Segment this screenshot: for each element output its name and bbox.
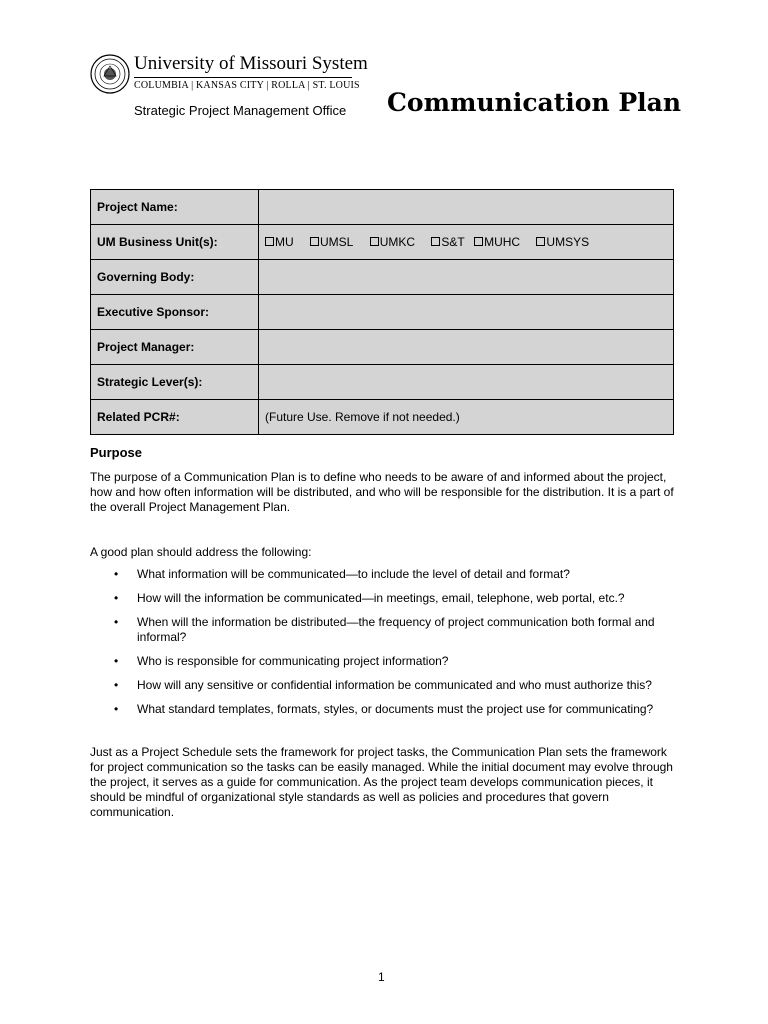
- bullet-icon: •: [114, 591, 119, 605]
- row-label: Project Name:: [91, 190, 259, 225]
- purpose-heading: Purpose: [90, 445, 143, 460]
- university-logo: [90, 52, 368, 122]
- bullet-icon: •: [114, 702, 119, 716]
- project-name-value[interactable]: [259, 190, 674, 225]
- intro-paragraph: A good plan should address the following:: [90, 545, 312, 559]
- unit-checkbox-umsl[interactable]: UMSL: [310, 235, 353, 249]
- closing-paragraph: Just as a Project Schedule sets the framework for project tasks, the Communication Plan sets the framework for project communication so the tasks can be easily managed. While the initial document may evolve through the project, it serves as a guide for communication. As the project team develops communication pieces, it should be mindful of organizational style standards as well as policies and procedures that govern communication.: [90, 745, 673, 819]
- list-item: • How will the information be communicated—in meetings, email, telephone, web portal, etc.?: [114, 591, 625, 605]
- table-row: [91, 225, 674, 260]
- executive-sponsor-value[interactable]: [259, 295, 674, 330]
- row-label: Related PCR#:: [91, 400, 259, 435]
- checkbox-icon: [536, 237, 545, 246]
- unit-checkbox-st[interactable]: S&T: [431, 235, 464, 249]
- unit-checkbox-umsys[interactable]: UMSYS: [536, 235, 589, 249]
- list-item: • What information will be communicated—to include the level of detail and format?: [114, 567, 570, 581]
- list-item: • How will any sensitive or confidential information be communicated and who must authorize this?: [114, 678, 652, 692]
- table-row: [91, 260, 674, 295]
- related-pcr-value[interactable]: (Future Use. Remove if not needed.): [259, 400, 674, 435]
- business-units-cell: [259, 225, 674, 260]
- governing-body-value[interactable]: [259, 260, 674, 295]
- unit-checkbox-umkc[interactable]: UMKC: [370, 235, 415, 249]
- document-title: Communication Plan: [387, 88, 682, 117]
- table-row: [91, 330, 674, 365]
- row-label: Governing Body:: [91, 260, 259, 295]
- campuses: COLUMBIA | KANSAS CITY | ROLLA | ST. LOUIS: [134, 80, 360, 91]
- university-seal-icon: [90, 54, 130, 94]
- checkbox-icon: [265, 237, 274, 246]
- list-item: • When will the information be distributed—the frequency of project communication both formal and informal?: [114, 615, 655, 644]
- checkbox-icon: [310, 237, 319, 246]
- office-name: Strategic Project Management Office: [134, 103, 347, 118]
- row-label: UM Business Unit(s):: [91, 225, 259, 260]
- table-row: [91, 190, 674, 225]
- row-label: Project Manager:: [91, 330, 259, 365]
- table-row: [91, 295, 674, 330]
- bullet-icon: •: [114, 654, 119, 668]
- checkbox-icon: [370, 237, 379, 246]
- strategic-levers-value[interactable]: [259, 365, 674, 400]
- unit-checkbox-muhc[interactable]: MUHC: [474, 235, 520, 249]
- logo-divider: [134, 77, 352, 78]
- purpose-paragraph: The purpose of a Communication Plan is to define who needs to be aware of and informed about the project, how and how often information will be distributed, and who will be responsible for the distribution. It is a part of the overall Project Management Plan.: [90, 470, 674, 514]
- list-item: • Who is responsible for communicating project information?: [114, 654, 449, 668]
- bullet-icon: •: [114, 678, 119, 692]
- questions-list: [90, 567, 690, 717]
- table-row: [91, 365, 674, 400]
- project-info-table: [90, 189, 674, 435]
- checkbox-icon: [431, 237, 440, 246]
- list-item: • What standard templates, formats, styles, or documents must the project use for communicating?: [114, 702, 654, 716]
- bullet-icon: •: [114, 567, 119, 581]
- unit-checkbox-mu[interactable]: MU: [265, 235, 294, 249]
- page-number: 1: [378, 970, 385, 984]
- row-label: Executive Sponsor:: [91, 295, 259, 330]
- org-name: University of Missouri System: [134, 53, 368, 74]
- row-label: Strategic Lever(s):: [91, 365, 259, 400]
- table-row: [91, 400, 674, 435]
- project-manager-value[interactable]: [259, 330, 674, 365]
- checkbox-icon: [474, 237, 483, 246]
- bullet-icon: •: [114, 615, 119, 629]
